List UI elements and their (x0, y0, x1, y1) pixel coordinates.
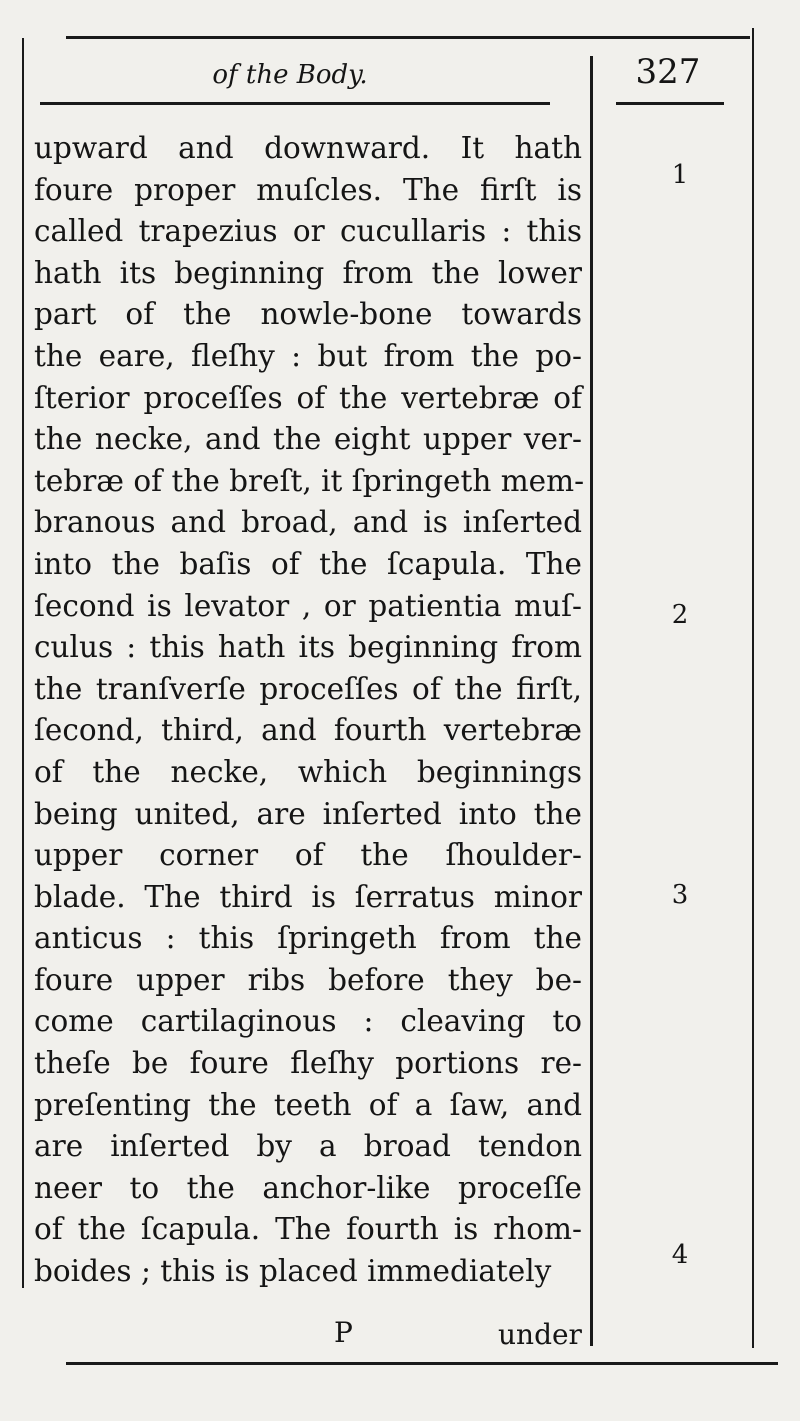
text-line: branous and broad, and is inſerted (34, 505, 582, 540)
text-line: foure proper muſcles. The firſt is (34, 172, 582, 207)
body-text (34, 128, 585, 1293)
text-line: tebræ of the breſt, it ſpringeth mem- (34, 463, 585, 498)
text-line: foure upper ribs before they be- (34, 962, 582, 997)
margin-note-2: 2 (671, 600, 689, 630)
text-line: preſenting the teeth of a ſaw, and (34, 1087, 582, 1122)
margin-note-1: 1 (671, 160, 689, 190)
text-line: of the ſcapula. The fourth is rhom- (34, 1212, 582, 1247)
running-head: of the Body. (212, 60, 368, 90)
text-line: being united, are inſerted into the (34, 796, 582, 831)
text-line: hath its beginning from the lower (34, 255, 582, 290)
text-line: ſecond, third, and fourth vertebræ (34, 713, 582, 748)
text-line: part of the nowle-bone towards (34, 297, 582, 332)
header-rule-left (40, 102, 550, 105)
text-line: theſe be foure fleſhy portions re- (34, 1046, 582, 1081)
text-line: the tranſverſe proceſſes of the firſt, (34, 671, 582, 706)
text-line: blade. The third is ſerratus minor (34, 879, 582, 914)
text-line: culus : this hath its beginning from (34, 630, 582, 665)
header-rule-right (616, 102, 724, 105)
text-line: neer to the anchor-like proceſſe (34, 1170, 582, 1205)
text-line: come cartilaginous : cleaving to (34, 1004, 582, 1039)
text-line: the eare, fleſhy : but from the po- (34, 338, 582, 373)
bottom-rule (66, 1362, 778, 1365)
text-line: of the necke, which beginnings (34, 754, 582, 789)
left-frame-rule (22, 38, 24, 1288)
text-line: upward and downward. It hath (34, 131, 582, 165)
text-line: called trapezius or cucullaris : this (34, 214, 582, 249)
right-frame-rule (752, 28, 754, 1348)
margin-note-4: 4 (671, 1240, 689, 1270)
column-divider-rule (590, 56, 593, 1346)
margin-note-3: 3 (671, 880, 689, 910)
signature-mark: P (334, 1316, 353, 1349)
page-number: 327 (635, 52, 701, 92)
text-line: are inſerted by a broad tendon (34, 1129, 582, 1164)
text-line: the necke, and the eight upper ver- (34, 422, 582, 457)
text-line: boides ; this is placed immediately (34, 1254, 552, 1289)
catchword: under (498, 1318, 582, 1351)
text-line: into the baſis of the ſcapula. The (34, 546, 582, 581)
text-line: anticus : this ſpringeth from the (34, 921, 582, 956)
text-line: ſecond is levator , or patientia muſ- (34, 588, 582, 623)
top-rule (66, 36, 750, 39)
text-line: upper corner of the ſhoulder- (34, 838, 582, 873)
text-line: ſterior proceſſes of the vertebræ of (34, 380, 582, 415)
